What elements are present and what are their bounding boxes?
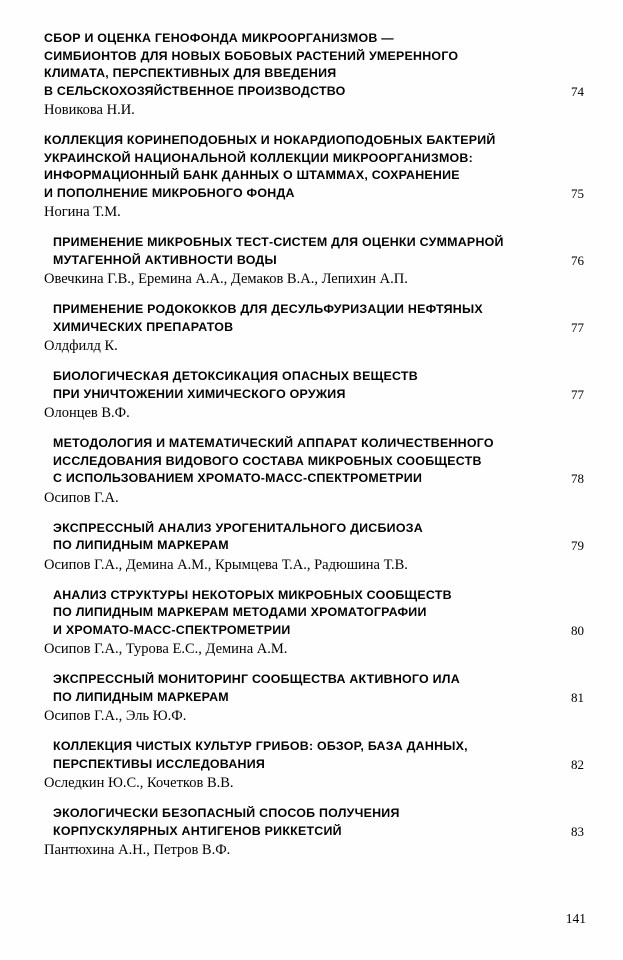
toc-title-line: СБОР И ОЦЕНКА ГЕНОФОНДА МИКРООРГАНИЗМОВ —	[44, 31, 394, 45]
table-of-contents	[44, 30, 584, 872]
toc-entry	[44, 671, 584, 725]
toc-title-line: И ПОПОЛНЕНИЕ МИКРОБНОГО ФОНДА 75	[44, 185, 584, 201]
toc-page-number: 77	[571, 319, 584, 335]
toc-entry	[44, 132, 584, 221]
toc-title-line: ЭКОЛОГИЧЕСКИ БЕЗОПАСНЫЙ СПОСОБ ПОЛУЧЕНИЯ	[53, 806, 400, 820]
toc-entry	[44, 805, 584, 859]
toc-entry-authors: Олдфилд К.	[44, 338, 118, 354]
toc-entry-title	[53, 587, 584, 640]
toc-title-line: ПО ЛИПИДНЫМ МАРКЕРАМ 81	[53, 689, 584, 705]
toc-entry	[44, 520, 584, 574]
toc-entry-title	[53, 738, 584, 773]
toc-page-number: 75	[571, 185, 584, 201]
toc-title-line: В СЕЛЬСКОХОЗЯЙСТВЕННОЕ ПРОИЗВОДСТВО 74	[44, 83, 584, 99]
toc-title-line: ПЕРСПЕКТИВЫ ИССЛЕДОВАНИЯ 82	[53, 756, 584, 772]
toc-page-number: 80	[571, 622, 584, 638]
toc-title-line: АНАЛИЗ СТРУКТУРЫ НЕКОТОРЫХ МИКРОБНЫХ СООБЩЕСТВ	[53, 587, 452, 602]
toc-entry-authors: Оследкин Ю.С., Кочетков В.В.	[44, 775, 234, 791]
toc-title-line: ИССЛЕДОВАНИЯ ВИДОВОГО СОСТАВА МИКРОБНЫХ СООБЩЕСТВ	[53, 453, 482, 468]
toc-title-line: ИНФОРМАЦИОННЫЙ БАНК ДАННЫХ О ШТАММАХ, СОХРАНЕНИЕ	[44, 168, 460, 182]
toc-title-line: КОЛЛЕКЦИЯ ЧИСТЫХ КУЛЬТУР ГРИБОВ: ОБЗОР, БАЗА ДАННЫХ,	[53, 739, 468, 753]
toc-title-line: ХИМИЧЕСКИХ ПРЕПАРАТОВ 77	[53, 319, 584, 335]
toc-title-line: ПРИМЕНЕНИЕ МИКРОБНЫХ ТЕСТ-СИСТЕМ ДЛЯ ОЦЕНКИ СУММАРНОЙ	[53, 235, 504, 249]
toc-entry-authors: Ногина Т.М.	[44, 204, 121, 220]
toc-entry-authors: Осипов Г.А.	[44, 489, 119, 506]
toc-entry-authors: Осипов Г.А., Эль Ю.Ф.	[44, 708, 187, 724]
toc-page-number: 82	[571, 756, 584, 772]
toc-entry-authors: Осипов Г.А., Турова Е.С., Демина А.М.	[44, 641, 288, 657]
toc-entry	[44, 587, 584, 659]
toc-entry-title	[53, 234, 584, 269]
toc-entry	[44, 738, 584, 792]
toc-entry-authors: Олонцев В.Ф.	[44, 405, 130, 421]
toc-entry	[44, 368, 584, 422]
toc-entry-authors: Овечкина Г.В., Еремина А.А., Демаков В.А., Лепихин А.П.	[44, 271, 408, 287]
toc-page-number: 83	[571, 823, 584, 839]
toc-entry	[44, 30, 584, 119]
toc-title-line: УКРАИНСКОЙ НАЦИОНАЛЬНОЙ КОЛЛЕКЦИИ МИКРООРГАНИЗМОВ:	[44, 150, 474, 165]
toc-page-number: 81	[571, 689, 584, 705]
toc-title-line: МУТАГЕННОЙ АКТИВНОСТИ ВОДЫ 76	[53, 252, 584, 268]
toc-title-line: ЭКСПРЕССНЫЙ АНАЛИЗ УРОГЕНИТАЛЬНОГО ДИСБИОЗА	[53, 520, 423, 535]
toc-entry-title	[53, 671, 584, 706]
toc-page-number: 77	[571, 386, 584, 402]
toc-title-line: ПРИ УНИЧТОЖЕНИИ ХИМИЧЕСКОГО ОРУЖИЯ 77	[53, 386, 584, 402]
toc-entry	[44, 234, 584, 288]
toc-entry-title	[53, 520, 584, 555]
toc-title-line: ЭКСПРЕССНЫЙ МОНИТОРИНГ СООБЩЕСТВА АКТИВНОГО ИЛА	[53, 672, 460, 686]
page-folio: 141	[565, 911, 586, 926]
toc-entry-title	[53, 435, 584, 488]
toc-title-line: СИМБИОНТОВ ДЛЯ НОВЫХ БОБОВЫХ РАСТЕНИЙ УМЕРЕННОГО	[44, 48, 459, 63]
toc-entry-authors: Осипов Г.А., Демина А.М., Крымцева Т.А., Радюшина Т.В.	[44, 556, 408, 573]
toc-page-number: 79	[571, 538, 584, 553]
toc-entry	[44, 435, 584, 507]
toc-title-line: КОРПУСКУЛЯРНЫХ АНТИГЕНОВ РИККЕТСИЙ 83	[53, 823, 584, 839]
toc-page-number: 74	[571, 83, 584, 99]
toc-title-line: КОЛЛЕКЦИЯ КОРИНЕПОДОБНЫХ И НОКАРДИОПОДОБНЫХ БАКТЕРИЙ	[44, 133, 496, 147]
toc-title-line: ПРИМЕНЕНИЕ РОДОКОККОВ ДЛЯ ДЕСУЛЬФУРИЗАЦИИ НЕФТЯНЫХ	[53, 302, 483, 316]
toc-entry-authors: Новикова Н.И.	[44, 102, 135, 118]
toc-page-number: 76	[571, 252, 584, 268]
toc-entry	[44, 301, 584, 355]
toc-title-line: КЛИМАТА, ПЕРСПЕКТИВНЫХ ДЛЯ ВВЕДЕНИЯ	[44, 66, 337, 80]
toc-title-line: С ИСПОЛЬЗОВАНИЕМ ХРОМАТО-МАСС-СПЕКТРОМЕТРИИ 78	[53, 471, 584, 486]
toc-entry-title	[44, 30, 584, 100]
toc-title-line: ПО ЛИПИДНЫМ МАРКЕРАМ МЕТОДАМИ ХРОМАТОГРАФИИ	[53, 605, 427, 619]
toc-title-line: МЕТОДОЛОГИЯ И МАТЕМАТИЧЕСКИЙ АППАРАТ КОЛИЧЕСТВЕННОГО	[53, 436, 494, 450]
toc-title-line: И ХРОМАТО-МАСС-СПЕКТРОМЕТРИИ 80	[53, 622, 584, 638]
toc-page-number: 78	[571, 471, 584, 486]
toc-entry-title	[53, 368, 584, 403]
toc-entry-title	[53, 805, 584, 840]
toc-entry-title	[44, 132, 584, 202]
toc-title-line: БИОЛОГИЧЕСКАЯ ДЕТОКСИКАЦИЯ ОПАСНЫХ ВЕЩЕСТВ	[53, 369, 418, 383]
toc-entry-title	[53, 301, 584, 336]
toc-title-line: ПО ЛИПИДНЫМ МАРКЕРАМ 79	[53, 538, 584, 553]
toc-entry-authors: Пантюхина А.Н., Петров В.Ф.	[44, 842, 231, 858]
